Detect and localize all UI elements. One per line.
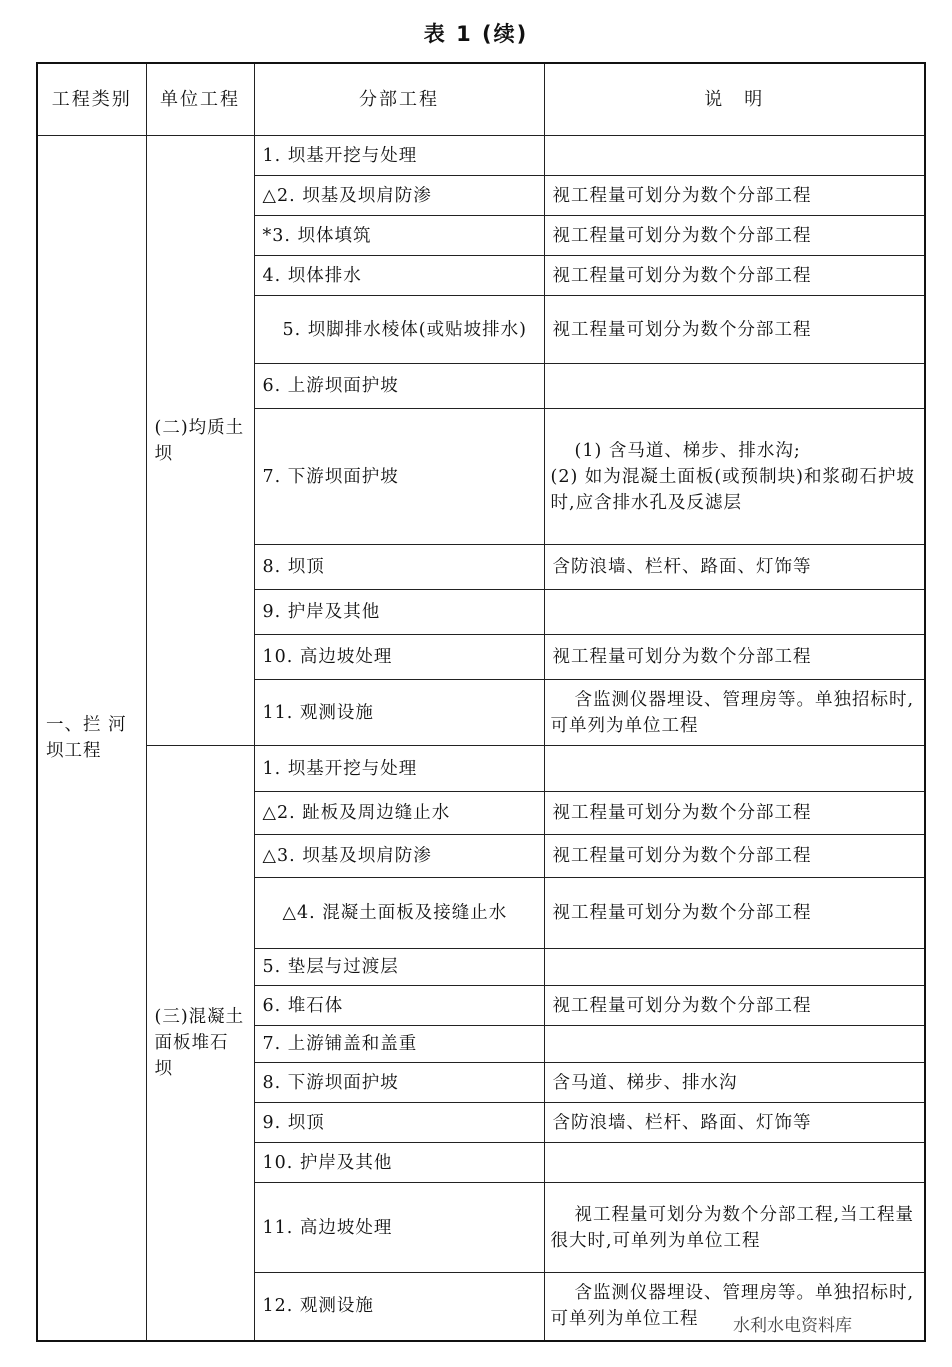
unit-cell: (二)均质土坝: [146, 136, 254, 746]
part-cell: △2. 趾板及周边缝止水: [254, 792, 544, 835]
header-part: 分部工程: [254, 63, 544, 136]
part-cell: 10. 护岸及其他: [254, 1143, 544, 1183]
part-cell: 12. 观测设施: [254, 1273, 544, 1341]
part-cell: △3. 坝基及坝肩防渗: [254, 835, 544, 878]
part-cell: 7. 下游坝面护坡: [254, 409, 544, 545]
part-cell: 5. 坝脚排水棱体(或贴坡排水): [254, 296, 544, 364]
category-cell: 一、拦 河 坝工程: [37, 136, 146, 1341]
note-cell: 视工程量可划分为数个分部工程,当工程量很大时,可单列为单位工程: [544, 1183, 925, 1273]
note-cell: 含监测仪器埋设、管理房等。单独招标时,可单列为单位工程: [544, 680, 925, 746]
part-cell: 4. 坝体排水: [254, 256, 544, 296]
note-cell: (1) 含马道、梯步、排水沟; (2) 如为混凝土面板(或预制块)和浆砌石护坡时,应含排水孔及反滤层: [544, 409, 925, 545]
part-cell: 6. 堆石体: [254, 986, 544, 1026]
part-cell: 9. 坝顶: [254, 1103, 544, 1143]
header-row: [37, 63, 925, 136]
note-cell: 含防浪墙、栏杆、路面、灯饰等: [544, 545, 925, 590]
part-cell: △2. 坝基及坝肩防渗: [254, 176, 544, 216]
note-cell: [544, 949, 925, 986]
part-cell: 8. 坝顶: [254, 545, 544, 590]
table-row: [37, 746, 925, 792]
header-category: 工程类别: [37, 63, 146, 136]
part-cell: 6. 上游坝面护坡: [254, 364, 544, 409]
part-cell: 5. 垫层与过渡层: [254, 949, 544, 986]
note-cell: 视工程量可划分为数个分部工程: [544, 256, 925, 296]
part-cell: 11. 高边坡处理: [254, 1183, 544, 1273]
note-cell: [544, 746, 925, 792]
note-cell: [544, 1143, 925, 1183]
note-cell: [544, 1026, 925, 1063]
table-title: 表 1 (续): [423, 22, 529, 46]
part-cell: 7. 上游铺盖和盖重: [254, 1026, 544, 1063]
part-cell: 9. 护岸及其他: [254, 590, 544, 635]
note-cell: [544, 590, 925, 635]
note-cell: 视工程量可划分为数个分部工程: [544, 835, 925, 878]
part-cell: *3. 坝体填筑: [254, 216, 544, 256]
note-cell: 视工程量可划分为数个分部工程: [544, 296, 925, 364]
part-cell: 1. 坝基开挖与处理: [254, 746, 544, 792]
note-cell: 视工程量可划分为数个分部工程: [544, 216, 925, 256]
division-table: [36, 62, 926, 1342]
watermark-text: 水利水电资料库: [733, 1316, 852, 1336]
note-cell: 含监测仪器埋设、管理房等。单独招标时,可单列为单位工程: [544, 1273, 925, 1341]
part-cell: 10. 高边坡处理: [254, 635, 544, 680]
note-cell: 视工程量可划分为数个分部工程: [544, 792, 925, 835]
note-cell: [544, 136, 925, 176]
header-unit: 单位工程: [146, 63, 254, 136]
note-cell: 视工程量可划分为数个分部工程: [544, 986, 925, 1026]
part-cell: 8. 下游坝面护坡: [254, 1063, 544, 1103]
note-cell: 含马道、梯步、排水沟: [544, 1063, 925, 1103]
note-cell: 视工程量可划分为数个分部工程: [544, 176, 925, 216]
header-note: 说 明: [544, 63, 925, 136]
table-row: [37, 136, 925, 176]
note-cell: 视工程量可划分为数个分部工程: [544, 635, 925, 680]
note-cell: [544, 364, 925, 409]
unit-cell: (三)混凝土面板堆石坝: [146, 746, 254, 1341]
note-cell: 含防浪墙、栏杆、路面、灯饰等: [544, 1103, 925, 1143]
note-cell: 视工程量可划分为数个分部工程: [544, 878, 925, 949]
part-cell: △4. 混凝土面板及接缝止水: [254, 878, 544, 949]
part-cell: 11. 观测设施: [254, 680, 544, 746]
part-cell: 1. 坝基开挖与处理: [254, 136, 544, 176]
